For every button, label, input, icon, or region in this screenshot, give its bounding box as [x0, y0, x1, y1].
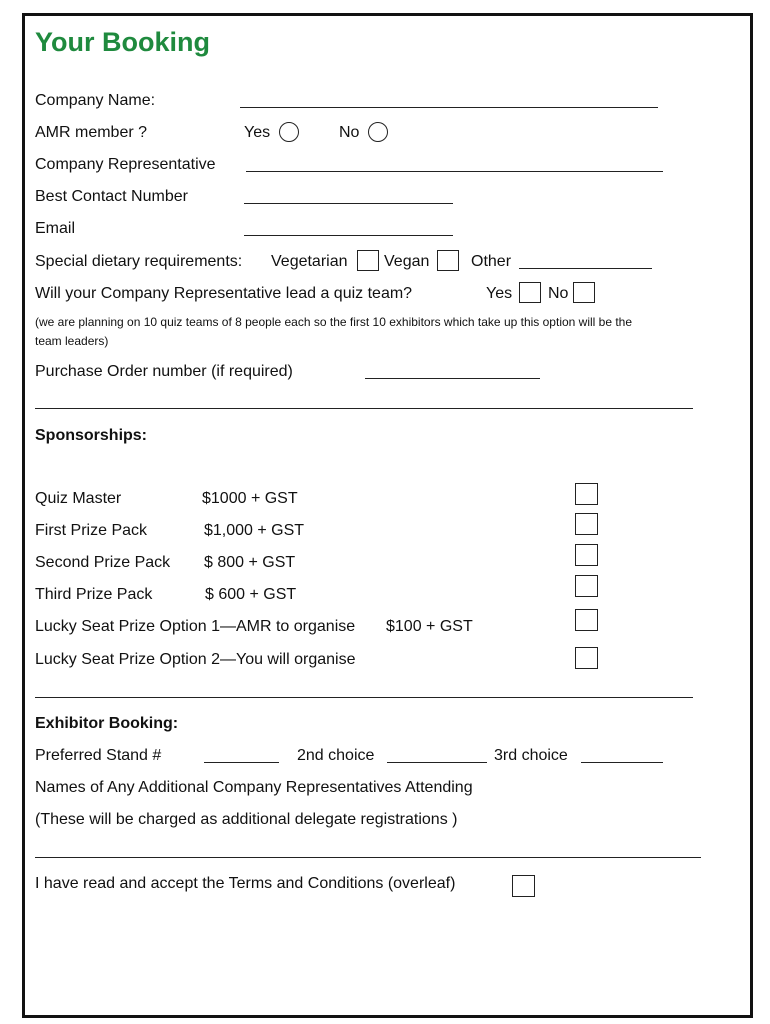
third-choice-field[interactable]	[581, 762, 663, 763]
additional-reps-field[interactable]	[35, 857, 701, 858]
second-choice-field[interactable]	[387, 762, 487, 763]
email-field[interactable]	[244, 235, 453, 236]
vegetarian-checkbox[interactable]	[357, 250, 379, 271]
sponsorship-price: $100 + GST	[386, 618, 473, 635]
company-name-field[interactable]	[240, 107, 658, 108]
third-choice-label: 3rd choice	[494, 747, 568, 764]
sponsorship-name: Quiz Master	[35, 490, 122, 507]
charge-note: (These will be charged as additional delegate registrations )	[35, 811, 458, 828]
sponsorship-price: $1000 + GST	[202, 490, 298, 507]
sponsorship-name: Third Prize Pack	[35, 586, 153, 603]
sponsorship-checkbox[interactable]	[575, 647, 598, 669]
preferred-stand-label: Preferred Stand #	[35, 747, 162, 764]
contact-number-label: Best Contact Number	[35, 188, 188, 205]
terms-checkbox[interactable]	[512, 875, 535, 897]
company-name-label: Company Name:	[35, 92, 156, 109]
quiz-team-question: Will your Company Representative lead a quiz team?	[35, 285, 413, 302]
po-number-field[interactable]	[365, 378, 540, 379]
quiz-note-line-1: (we are planning on 10 quiz teams of 8 people each so the first 10 exhibitors which take up this option will be the	[35, 315, 633, 329]
section-divider	[35, 697, 693, 698]
additional-reps-label: Names of Any Additional Company Representatives Attending	[35, 779, 473, 796]
section-divider	[35, 408, 693, 409]
amr-no-label: No	[339, 124, 360, 141]
amr-no-radio[interactable]	[368, 122, 388, 142]
sponsorship-name: Second Prize Pack	[35, 554, 171, 571]
sponsorship-checkbox[interactable]	[575, 575, 598, 597]
second-choice-label: 2nd choice	[297, 747, 375, 764]
quiz-yes-label: Yes	[486, 285, 513, 302]
company-rep-label: Company Representative	[35, 156, 216, 173]
company-rep-field[interactable]	[246, 171, 663, 172]
terms-label: I have read and accept the Terms and Conditions (overleaf)	[35, 875, 456, 892]
exhibitor-booking-heading: Exhibitor Booking:	[35, 715, 179, 732]
vegan-label: Vegan	[384, 253, 430, 270]
quiz-yes-checkbox[interactable]	[519, 282, 541, 303]
quiz-no-checkbox[interactable]	[573, 282, 595, 303]
other-dietary-field[interactable]	[519, 268, 652, 269]
sponsorship-checkbox[interactable]	[575, 544, 598, 566]
sponsorship-price: $ 800 + GST	[204, 554, 296, 571]
page-title: Your Booking	[35, 27, 210, 57]
amr-yes-label: Yes	[244, 124, 271, 141]
amr-member-label: AMR member ?	[35, 124, 148, 141]
dietary-label: Special dietary requirements:	[35, 253, 243, 270]
sponsorship-checkbox[interactable]	[575, 483, 598, 505]
quiz-note-line-2: team leaders)	[35, 334, 109, 348]
other-label: Other	[471, 253, 512, 270]
sponsorship-checkbox[interactable]	[575, 513, 598, 535]
quiz-no-label: No	[548, 285, 569, 302]
email-label: Email	[35, 220, 76, 237]
preferred-stand-field[interactable]	[204, 762, 279, 763]
sponsorship-price: $ 600 + GST	[205, 586, 297, 603]
contact-number-field[interactable]	[244, 203, 453, 204]
sponsorship-name: First Prize Pack	[35, 522, 148, 539]
po-number-label: Purchase Order number (if required)	[35, 363, 293, 380]
sponsorship-checkbox[interactable]	[575, 609, 598, 631]
sponsorship-name: Lucky Seat Prize Option 1—AMR to organise	[35, 618, 356, 635]
sponsorship-price: $1,000 + GST	[204, 522, 305, 539]
amr-yes-radio[interactable]	[279, 122, 299, 142]
sponsorship-name: Lucky Seat Prize Option 2—You will organise	[35, 651, 356, 668]
vegetarian-label: Vegetarian	[271, 253, 348, 270]
sponsorships-heading: Sponsorships:	[35, 427, 148, 444]
vegan-checkbox[interactable]	[437, 250, 459, 271]
